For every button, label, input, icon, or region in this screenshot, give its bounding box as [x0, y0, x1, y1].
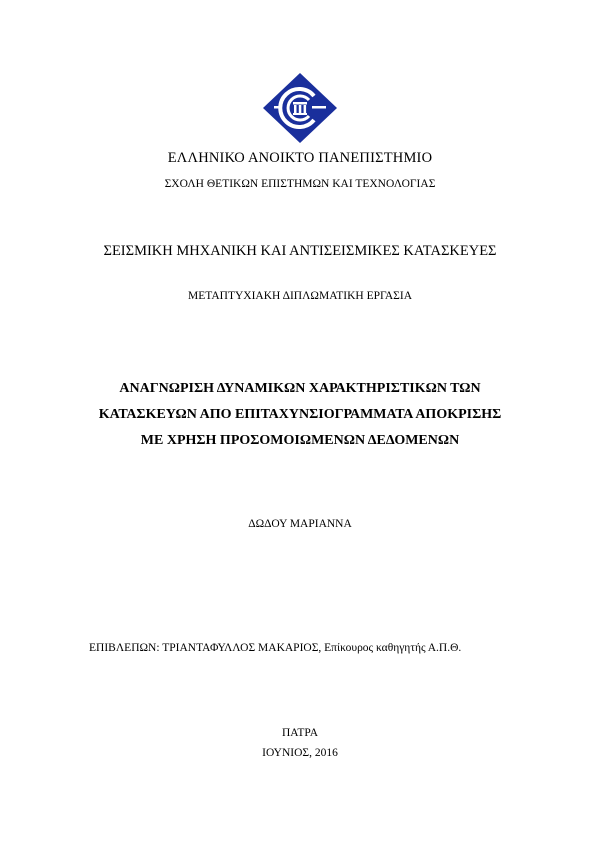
author-name: ΔΩΔΟΥ ΜΑΡΙΑΝΝΑ: [248, 518, 352, 530]
city: ΠΑΤΡΑ: [281, 727, 319, 739]
supervisor-line: ΕΠΙΒΛΕΠΩΝ: ΤΡΙΑΝΤΑΦΥΛΛΟΣ ΜΑΚΑΡΙΟΣ, Επίκουρος καθηγητής Α.Π.Θ.: [89, 642, 462, 654]
thesis-title-line-2: ΚΑΤΑΣΚΕΥΩΝ ΑΠΟ ΕΠΙΤΑΧΥΝΣΙΟΓΡΑΜΜΑΤΑ ΑΠΟΚΡΙΣΗΣ: [98, 407, 502, 422]
school-name: ΣΧΟΛΗ ΘΕΤΙΚΩΝ ΕΠΙΣΤΗΜΩΝ ΚΑΙ ΤΕΧΝΟΛΟΓΙΑΣ: [164, 178, 436, 190]
thesis-title-line-3: ΜΕ ΧΡΗΣΗ ΠΡΟΣΟΜΟΙΩΜΕΝΩΝ ΔΕΔΟΜΕΝΩΝ: [140, 433, 460, 448]
date: ΙΟΥΝΙΟΣ, 2016: [262, 747, 338, 759]
thesis-type: ΜΕΤΑΠΤΥΧΙΑΚΗ ΔΙΠΛΩΜΑΤΙΚΗ ΕΡΓΑΣΙΑ: [187, 290, 413, 302]
university-name: ΕΛΛΗΝΙΚΟ ΑΝΟΙΚΤΟ ΠΑΝΕΠΙΣΤΗΜΙΟ: [167, 150, 433, 166]
programme-name: ΣΕΙΣΜΙΚΗ ΜΗΧΑΝΙΚΗ ΚΑΙ ΑΝΤΙΣΕΙΣΜΙΚΕΣ ΚΑΤΑΣΚΕΥΕΣ: [103, 243, 497, 259]
university-logo-icon: [262, 72, 338, 144]
thesis-title-line-1: ΑΝΑΓΝΩΡΙΣΗ ΔΥΝΑΜΙΚΩΝ ΧΑΡΑΚΤΗΡΙΣΤΙΚΩΝ ΤΩΝ: [119, 381, 481, 396]
